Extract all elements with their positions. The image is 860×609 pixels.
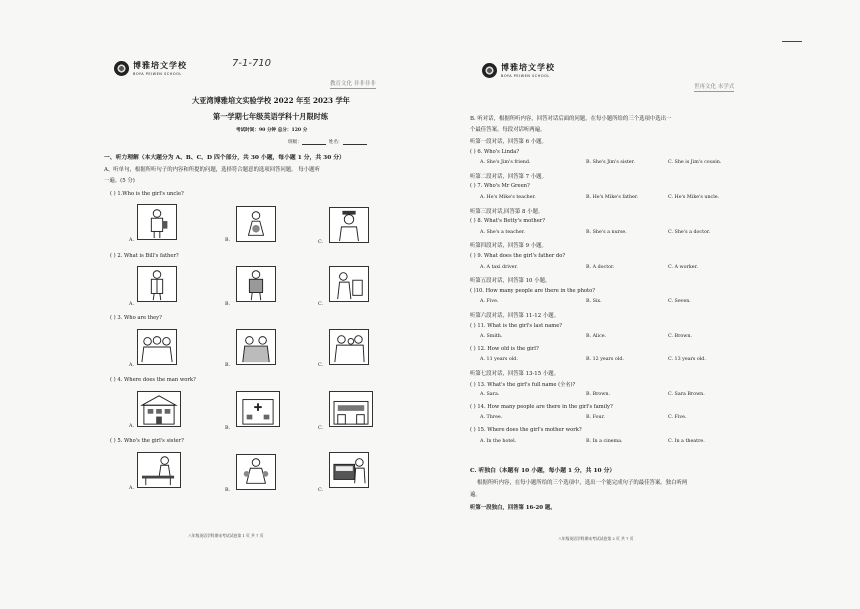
question-1: ( ) 1.Who is the girl's uncle? [110, 191, 184, 197]
option-a: A. Five. [480, 299, 499, 305]
option-a: A. Three. [480, 415, 503, 421]
option-c: C. A worker. [668, 264, 698, 270]
listening-question: ( ) 13. What's the girl's full name (全名)? [470, 381, 576, 388]
q4-option-c-label: C. [318, 426, 324, 431]
option-a: A. Sara. [480, 392, 500, 398]
listening-question: ( ) 9. What does the girl's father do? [470, 253, 566, 259]
q2-picture-b [236, 266, 276, 302]
section-c-instructions-line2: 遍。 [470, 492, 481, 498]
option-b: B. Four. [586, 415, 605, 421]
option-c: C. 13 years old. [668, 357, 706, 363]
exam-info: 考试时间：90 分钟 总分：120 分 [236, 128, 308, 133]
school-name: 博雅培文学校 [133, 61, 187, 70]
q1-option-a-label: A. [129, 238, 134, 243]
listening-question: ( ) 15. Where does the girl's mother work? [470, 427, 582, 433]
school-logo-right [482, 62, 555, 78]
dialogue-heading: 听第五段对话，回答第 10 小题。 [470, 278, 551, 285]
option-a: A. She's a teacher. [480, 229, 525, 235]
header-stamp: 教育文化 非非非非 [330, 81, 376, 87]
option-c: C. She is Jim's cousin. [668, 160, 722, 166]
option-c: C. Sara Brown. [668, 392, 705, 398]
option-c: C. She's a doctor. [668, 229, 711, 235]
option-c: C. In a theatre. [668, 438, 705, 444]
section-a-instructions-line1: A、听单句，根据所听句子的内容和所提的问题，选择符合题意的选项回答问题。 每小题听 [104, 167, 320, 173]
q5-option-a-label: A. [129, 486, 134, 491]
q4-picture-b [236, 391, 280, 427]
option-a: A. A taxi driver. [480, 264, 518, 270]
question-3: ( ) 3. Who are they? [110, 315, 162, 321]
q4-option-a-label: A. [129, 424, 134, 429]
section-1-heading: 一、听力理解（本大题分为 A、B、C、D 四个部分，共 30 小题，每小题 1 分，共 30 分） [104, 155, 345, 161]
q5-option-c-label: C. [318, 488, 324, 493]
scan-mark [782, 41, 802, 42]
dialogue-heading: 听第四段对话，回答第 9 小题。 [470, 243, 547, 250]
option-c: C. He's Mike's uncle. [668, 195, 720, 200]
option-a: A. Smith. [480, 334, 503, 340]
dialogue-heading: 听第六段对话，回答第 11-12 小题。 [470, 313, 560, 319]
name-blank[interactable] [343, 139, 367, 145]
right-page [430, 0, 860, 609]
option-b: B. Alice. [586, 334, 607, 340]
q1-picture-c [329, 207, 369, 243]
school-logo [114, 60, 187, 76]
q4-picture-a [137, 391, 181, 427]
q5-picture-a [137, 452, 181, 488]
name-label: 姓名： [328, 140, 343, 145]
question-2: ( ) 2. What is Bill's father? [110, 253, 179, 259]
q5-picture-c [329, 452, 369, 488]
q3-option-c-label: C. [318, 363, 324, 368]
option-c: C. Seven. [668, 299, 691, 305]
option-b: B. Six. [586, 299, 602, 305]
school-name-english: BOYA PEIWEN SCHOOL [133, 72, 182, 76]
listening-question: ( ) 8. What's Betty's mother? [470, 218, 546, 225]
exam-subtitle: 第一学期七年级英语学科十月限时练 [213, 112, 329, 121]
dialogue-heading: 听第二段对话，回答第 7 小题。 [470, 173, 547, 180]
class-label: 班级： [288, 140, 302, 145]
q1-option-c-label: C. [318, 240, 324, 245]
option-a: A. He's Mike's teacher. [480, 195, 536, 200]
q2-picture-c [329, 266, 369, 302]
option-c: C. Brown. [668, 334, 692, 340]
school-emblem-icon [482, 63, 497, 78]
q1-picture-a [137, 204, 177, 240]
q2-picture-a [137, 266, 177, 302]
question-4: ( ) 4. Where does the man work? [110, 377, 196, 383]
handwritten-note: 7-1-710 [232, 58, 272, 69]
option-b: B. She's Jim's sister. [586, 160, 635, 166]
exam-title: 大亚湾博雅培文实验学校 2022 年至 2023 学年 [192, 96, 350, 105]
listening-question: ( ) 6. Who's Linda? [470, 148, 520, 155]
section-c-monologue-1: 听第一段独白，回答第 16-20 题。 [470, 505, 556, 511]
q2-option-a-label: A. [129, 302, 134, 307]
listening-question: ( ) 12. How old is the girl? [470, 345, 539, 352]
dialogue-heading: 听第一段对话，回答第 6 小题。 [470, 139, 547, 145]
right-page-footer: 八年级英语学科期末考试试卷第 2 页 共 7 页 [558, 536, 634, 541]
option-b: B. Brown. [586, 392, 611, 398]
option-b: B. He's Mike's father. [586, 195, 639, 200]
q5-option-b-label: B. [225, 488, 231, 493]
class-blank[interactable] [302, 139, 326, 145]
dialogue-heading: 听第三段对话,回答第 8 小题。 [470, 208, 544, 215]
section-c-instructions-line1: 根据所听内容，在每小题所给的三个选项中，选出一个能完成句子的最佳答案。独白听两 [477, 480, 688, 486]
option-a: A. In the hotel. [480, 438, 517, 444]
school-name-english-right: BOYA PEIWEN SCHOOL [501, 74, 550, 78]
header-stamp-right: 世再文化 末学式 [694, 84, 735, 90]
section-c-heading: C. 听独白（本题有 10 小题，每小题 1 分，共 10 分） [470, 468, 616, 474]
q3-picture-a [137, 329, 177, 365]
listening-question: ( ) 7. Who's Mr Green? [470, 183, 530, 190]
listening-question: ( ) 14. How many people are there in the girl's family? [470, 403, 613, 410]
option-b: B. A doctor. [586, 264, 615, 270]
listening-question: ( )10. How many people are there in the photo? [470, 287, 596, 294]
q3-option-a-label: A. [129, 363, 134, 368]
question-5: ( ) 5. Who's the girl's sister? [110, 438, 184, 444]
section-b-instructions-line2: 个最佳答案。每段对话听两遍。 [470, 127, 546, 133]
q4-option-b-label: B. [225, 426, 231, 431]
option-b: B. In a cinema. [586, 438, 623, 444]
option-a: A. 11 years old. [480, 357, 518, 363]
q4-picture-c [329, 391, 373, 427]
school-emblem-icon [114, 61, 129, 76]
q2-option-b-label: B. [225, 302, 231, 307]
school-name-right: 博雅培文学校 [501, 63, 555, 72]
q1-option-b-label: B. [225, 238, 231, 243]
q1-picture-b [236, 206, 276, 242]
q3-picture-b [236, 329, 276, 365]
q3-option-b-label: B. [225, 363, 231, 368]
class-name-fields [288, 139, 367, 145]
dialogue-heading: 听第七段对话，回答第 13-15 小题。 [470, 371, 560, 377]
option-b: B. 12 years old. [586, 357, 624, 363]
section-b-instructions-line1: B. 听对话，根据所听内容，回答对话后面的问题，在每小题所给的三个选项中选出一 [470, 116, 672, 122]
listening-question: ( ) 11. What is the girl's last name? [470, 322, 563, 329]
q3-picture-c [329, 329, 369, 365]
q2-option-c-label: C. [318, 302, 324, 307]
option-b: B. She's a nurse. [586, 229, 627, 235]
left-page-footer: 八年级英语学科期末考试试卷第 1 页 共 7 页 [188, 533, 264, 538]
option-a: A. She's Jim's friend. [480, 160, 531, 166]
q5-picture-b [236, 454, 276, 490]
section-a-instructions-line2: 一遍。(5 分) [104, 178, 135, 184]
option-c: C. Five. [668, 415, 687, 421]
